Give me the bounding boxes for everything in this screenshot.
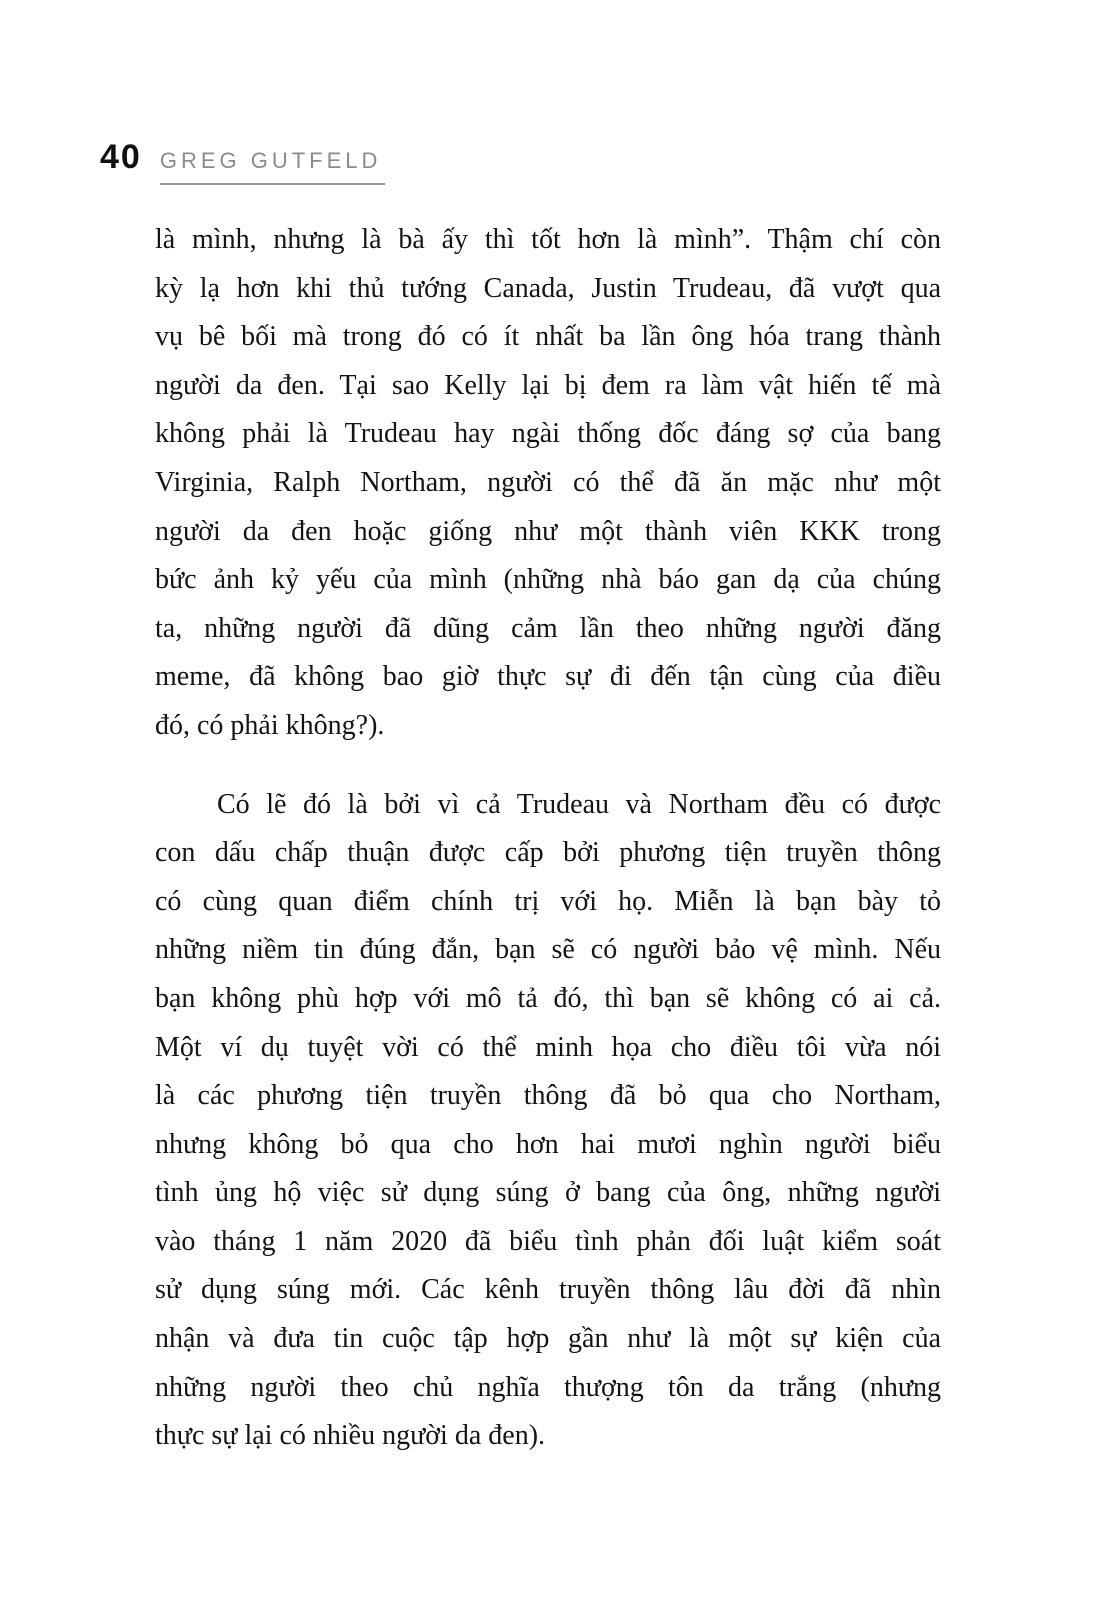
page-number: 40 <box>100 138 142 176</box>
text-line: những người theo chủ nghĩa thượng tôn da trắng (nhưng <box>155 1371 941 1403</box>
text-line: có cùng quan điểm chính trị với họ. Miễn là bạn bày tỏ <box>155 885 941 917</box>
text-line: meme, đã không bao giờ thực sự đi đến tận cùng của điều <box>155 661 941 693</box>
text-line: nhận và đưa tin cuộc tập hợp gần như là một sự kiện của <box>155 1323 941 1355</box>
text-line: thực sự lại có nhiều người da đen). <box>155 1420 546 1452</box>
text-line: bức ảnh kỷ yếu của mình (những nhà báo gan dạ của chúng <box>155 564 941 596</box>
text-line: bạn không phù hợp với mô tả đó, thì bạn sẽ không có ai cả. <box>155 982 941 1014</box>
paragraph <box>155 781 941 1461</box>
text-line: vào tháng 1 năm 2020 đã biểu tình phản đối luật kiểm soát <box>155 1225 941 1257</box>
text-line: đó, có phải không?). <box>155 709 385 741</box>
text-line: Virginia, Ralph Northam, người có thể đã ăn mặc như một <box>155 466 941 498</box>
text-line: người da đen. Tại sao Kelly lại bị đem ra làm vật hiến tế mà <box>155 369 941 401</box>
text-line: là các phương tiện truyền thông đã bỏ qua cho Northam, <box>155 1080 941 1112</box>
paragraph <box>155 216 941 751</box>
text-line: tình ủng hộ việc sử dụng súng ở bang của ông, những người <box>155 1177 941 1209</box>
text-line: Có lẽ đó là bởi vì cả Trudeau và Northam đều có được <box>217 788 941 820</box>
text-line: sử dụng súng mới. Các kênh truyền thông lâu đời đã nhìn <box>155 1274 941 1306</box>
text-line: là mình, nhưng là bà ấy thì tốt hơn là mình”. Thậm chí còn <box>155 224 941 255</box>
body-text <box>155 216 941 1461</box>
text-line: nhưng không bỏ qua cho hơn hai mươi nghìn người biểu <box>155 1128 941 1160</box>
text-line: không phải là Trudeau hay ngài thống đốc đáng sợ của bang <box>155 418 941 450</box>
text-line: con dấu chấp thuận được cấp bởi phương tiện truyền thông <box>155 837 941 869</box>
text-line: vụ bê bối mà trong đó có ít nhất ba lần ông hóa trang thành <box>155 321 941 353</box>
text-line: kỳ lạ hơn khi thủ tướng Canada, Justin Trudeau, đã vượt qua <box>155 272 941 304</box>
text-line: những niềm tin đúng đắn, bạn sẽ có người bảo vệ mình. Nếu <box>155 934 941 966</box>
running-header-title: GREG GUTFELD <box>160 148 386 185</box>
text-line: ta, những người đã dũng cảm lần theo những người đăng <box>155 612 941 644</box>
text-line: Một ví dụ tuyệt vời có thể minh họa cho điều tôi vừa nói <box>155 1031 941 1063</box>
text-line: người da đen hoặc giống như một thành viên KKK trong <box>155 515 941 547</box>
page-header <box>100 138 385 185</box>
